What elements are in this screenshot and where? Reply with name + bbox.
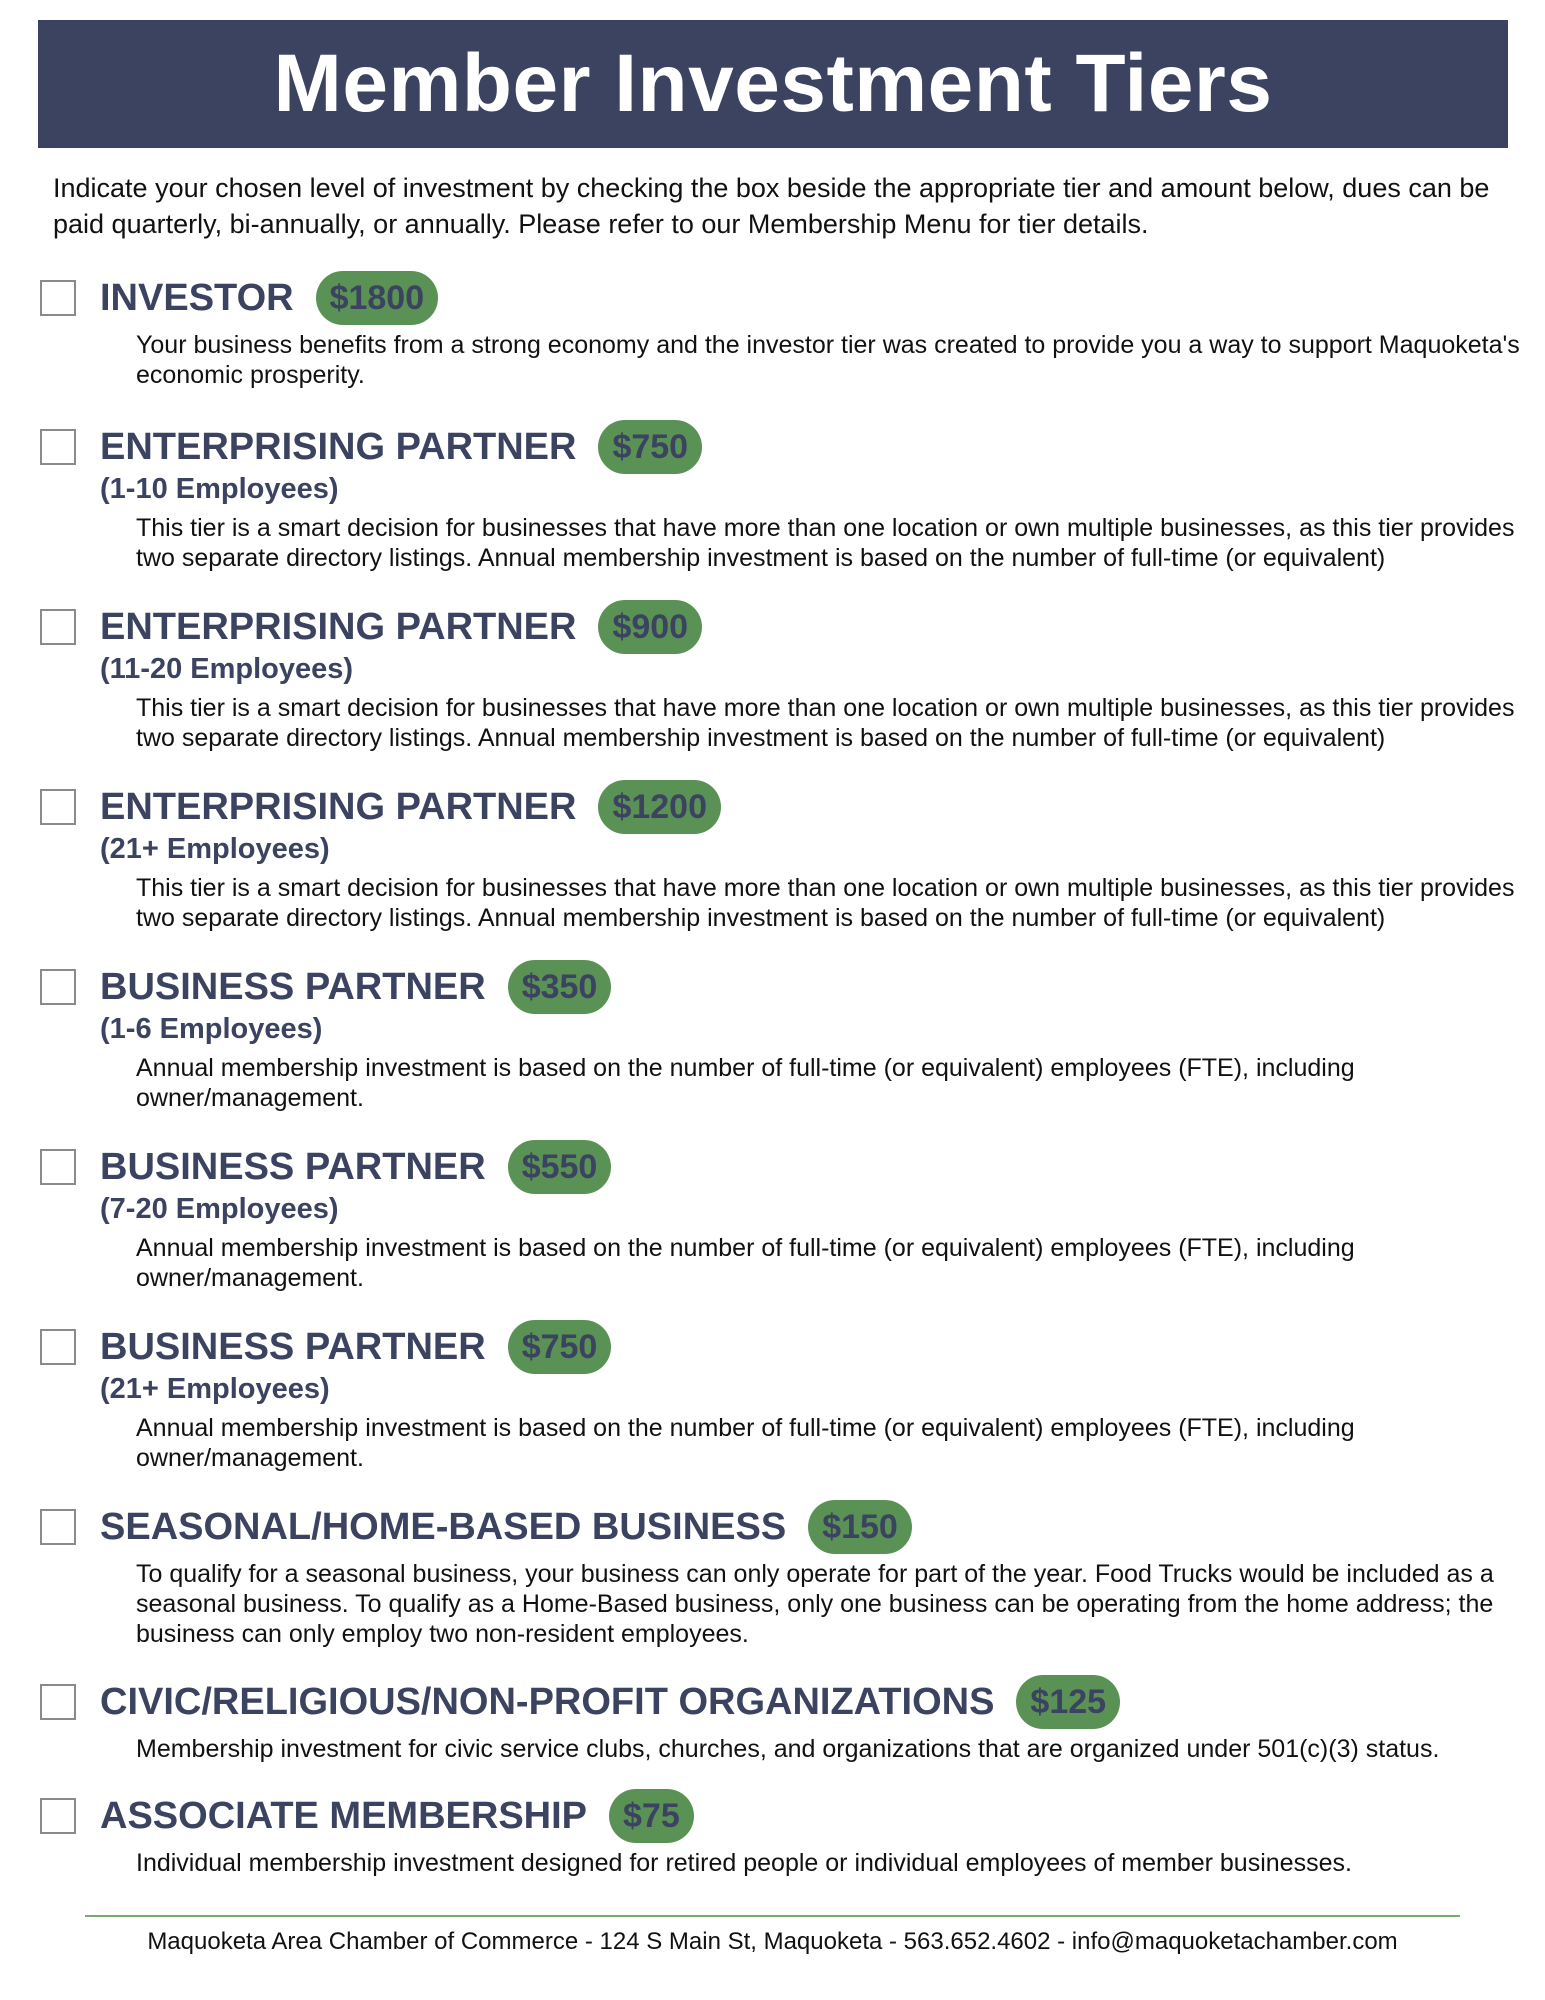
tier-name: ENTERPRISING PARTNER <box>100 785 577 828</box>
price-badge: $350 <box>508 960 612 1014</box>
tier-name: ENTERPRISING PARTNER <box>100 425 577 468</box>
tier-header <box>40 421 1510 473</box>
tier-description: Annual membership investment is based on the number of full-time (or equivalent) employees (FTE), including owner/management. <box>136 1414 1355 1472</box>
tier-header <box>40 1321 1510 1373</box>
tier-description: To qualify for a seasonal business, your business can only operate for part of the year. Food Trucks would be included as a seasonal business. To qualify as a Home-Based business, only one business can be operating from the home address; the business can only employ two non-resident employees. <box>136 1560 1494 1648</box>
tier-seasonal-home-based <box>40 1501 1510 1649</box>
tier-header <box>40 1676 1510 1728</box>
tier-description: Individual membership investment designed for retired people or individual employees of member businesses. <box>136 1849 1352 1877</box>
tier-description: This tier is a smart decision for businesses that have more than one location or own multiple businesses, as this tier provides two separate directory listings. Annual membership investment is based on the number of full-time (or equivalent) <box>136 874 1515 932</box>
price-badge: $750 <box>508 1320 612 1374</box>
tier-checkbox[interactable] <box>40 969 76 1005</box>
tier-description: This tier is a smart decision for businesses that have more than one location or own multiple businesses, as this tier provides two separate directory listings. Annual membership investment is based on the number of full-time (or equivalent) <box>136 694 1515 752</box>
tier-business-partner-21-plus <box>40 1321 1510 1473</box>
tier-description: Membership investment for civic service clubs, churches, and organizations that are organized under 501(c)(3) status. <box>136 1735 1440 1763</box>
tier-checkbox[interactable] <box>40 1798 76 1834</box>
tier-employee-range: (21+ Employees) <box>100 1373 330 1405</box>
tier-investor <box>40 272 1520 390</box>
price-badge: $750 <box>598 420 702 474</box>
page-title: Member Investment Tiers <box>273 38 1273 129</box>
price-badge: $150 <box>808 1500 912 1554</box>
tier-header <box>40 601 1510 653</box>
tier-name: CIVIC/RELIGIOUS/NON-PROFIT ORGANIZATIONS <box>100 1680 995 1723</box>
tier-header <box>40 961 1510 1013</box>
tier-business-partner-7-20 <box>40 1141 1510 1293</box>
tier-checkbox[interactable] <box>40 280 76 316</box>
tier-name: BUSINESS PARTNER <box>100 965 486 1008</box>
tier-associate-membership <box>40 1790 1510 1878</box>
tier-name: SEASONAL/HOME-BASED BUSINESS <box>100 1505 787 1548</box>
tier-enterprising-partner-11-20 <box>40 601 1515 753</box>
tier-header <box>40 1501 1510 1553</box>
tier-employee-range: (21+ Employees) <box>100 833 330 865</box>
tier-business-partner-1-6 <box>40 961 1510 1113</box>
tier-name: BUSINESS PARTNER <box>100 1325 486 1368</box>
tier-checkbox[interactable] <box>40 1329 76 1365</box>
price-badge: $1200 <box>598 780 721 834</box>
tier-checkbox[interactable] <box>40 1684 76 1720</box>
tier-description: Your business benefits from a strong economy and the investor tier was created to provide you a way to support Maquoketa's economic prosperity. <box>136 331 1520 389</box>
tier-description: This tier is a smart decision for businesses that have more than one location or own multiple businesses, as this tier provides two separate directory listings. Annual membership investment is based on the number of full-time (or equivalent) <box>136 514 1515 572</box>
tier-enterprising-partner-21-plus <box>40 781 1515 933</box>
tier-enterprising-partner-1-10 <box>40 421 1515 573</box>
price-badge: $75 <box>609 1789 694 1843</box>
tier-header <box>40 272 1510 324</box>
tier-checkbox[interactable] <box>40 609 76 645</box>
tier-checkbox[interactable] <box>40 789 76 825</box>
price-badge: $900 <box>598 600 702 654</box>
tier-employee-range: (1-10 Employees) <box>100 473 339 505</box>
tier-checkbox[interactable] <box>40 429 76 465</box>
tier-employee-range: (7-20 Employees) <box>100 1193 339 1225</box>
tier-description: Annual membership investment is based on the number of full-time (or equivalent) employees (FTE), including owner/management. <box>136 1234 1355 1292</box>
tier-name: BUSINESS PARTNER <box>100 1145 486 1188</box>
tier-employee-range: (1-6 Employees) <box>100 1013 323 1045</box>
tier-name: INVESTOR <box>100 276 294 319</box>
tier-header <box>40 1790 1510 1842</box>
tier-checkbox[interactable] <box>40 1509 76 1545</box>
price-badge: $1800 <box>316 271 439 325</box>
price-badge: $125 <box>1016 1675 1120 1729</box>
intro-text: Indicate your chosen level of investment by checking the box beside the appropriate tier and amount below, dues can be paid quarterly, bi-annually, or annually. Please refer to our Membership Menu for tier details. <box>53 173 1490 239</box>
tier-civic-religious-nonprofit <box>40 1676 1510 1764</box>
footer-divider <box>85 1915 1460 1917</box>
tier-header <box>40 781 1510 833</box>
tier-name: ENTERPRISING PARTNER <box>100 605 577 648</box>
tier-header <box>40 1141 1510 1193</box>
tier-checkbox[interactable] <box>40 1149 76 1185</box>
header-banner <box>38 20 1508 148</box>
footer-contact: Maquoketa Area Chamber of Commerce - 124 S Main St, Maquoketa - 563.652.4602 - info@maquoketachamber.com <box>147 1928 1398 1955</box>
tier-name: ASSOCIATE MEMBERSHIP <box>100 1794 588 1837</box>
price-badge: $550 <box>508 1140 612 1194</box>
tier-employee-range: (11-20 Employees) <box>100 653 354 685</box>
tier-description: Annual membership investment is based on the number of full-time (or equivalent) employees (FTE), including owner/management. <box>136 1054 1355 1112</box>
